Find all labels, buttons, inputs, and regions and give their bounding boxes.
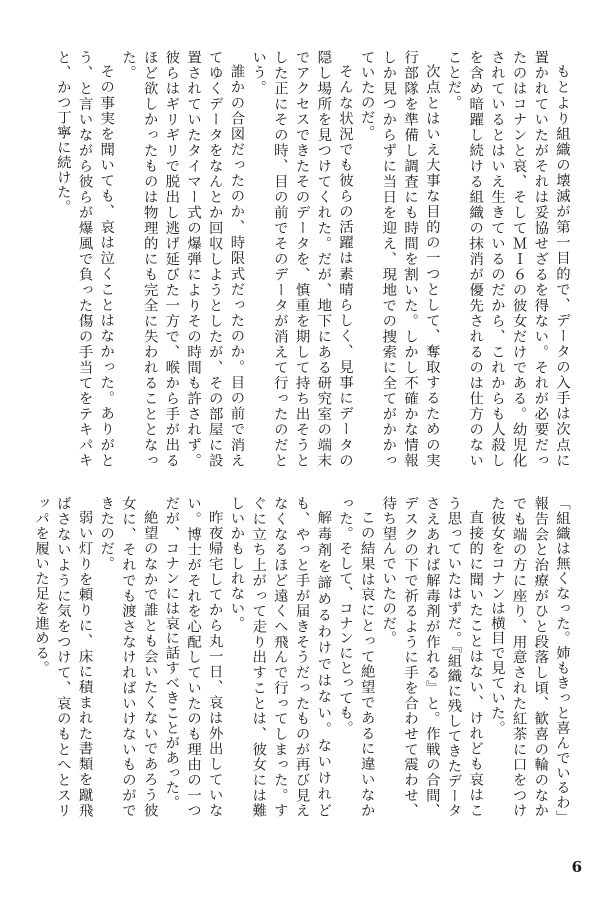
paragraph: この結果は哀にとって絶望であるに違いなかった。そして、コナンにとっても。 [336, 496, 375, 818]
text-block-upper [54, 50, 572, 468]
paragraph: その事実を聞いても、哀は泣くことはなかった。ありがとう、と言いながら彼らが爆風で負った傷の手当てをテキパキと、かつ丁寧に続けた。 [54, 50, 115, 468]
text-block-lower [33, 496, 572, 825]
paragraph: 直接的に聞いたことはない、けれども哀はこう思っていたはずだ。『組織に残してきたデータさえあれば解毒剤が作れる』と。作戦の合間、デスクの下で祈るように手を合わせて震わせ、待ち望んでいたのだ。 [380, 496, 484, 818]
dialogue-line: 「組織は無くなった。姉もきっと喜んでいるわ」 [554, 496, 570, 825]
paragraph: 次点とはいえ大事な目的の一つとして、奪取するための実行部隊を準備し調査にも時間を割いた。しかし不確かな情報しか見つからずに当日を迎え、現地での捜索に全てがかかっていたのだ。 [358, 50, 440, 468]
paragraph: 絶望のなかで誰とも会いたくないであろう彼女に、それでも渡さなければいけないものができたのだ。 [98, 496, 158, 818]
paragraph: 誰かの合図だったのか、時限式だったのか。目の前で消えてゆくデータをなんとか回収しようとしたが、その部屋に設置されていたタイマー式の爆弾によりその時間も許されず。彼らはギリギリで脱出し逃げ延びた一方で、喉から手が出るほど欲しかったものは物理的にも完全に失われることとなった。 [119, 50, 245, 468]
paragraph: 昨夜帰宅してから丸一日、哀は外出していない。博士がそれを心配していたのも理由の一つだが、コナンには哀に話すべきことがあった。 [163, 496, 223, 818]
paragraph: 解毒剤を諦めるわけではない。ないけれども、やっと手が届きそうだったものが再び見えなくなるほど遠くへ飛んで行ってしまった。すぐに立ち上がって走り出すことは、彼女には難しいかもしれない。 [228, 496, 332, 818]
paragraph: もとより組織の壊滅が第一目的で、データの入手は次点に置かれていたがそれは妥協せざるを得ない。それが必要だったのはコナンと哀、そしてＭＩ６の彼女だけである。幼児化されているとはいえ生きているのだから、これからも人殺しを含め暗躍し続ける組織の抹消が優先されるのは仕方のないことだ。 [445, 50, 570, 468]
paragraph: 報告会と治療がひと段落し頃、歓喜の輪のなかでも端の方に座り、用意された紅茶に口をつけた彼女をコナンは横目で見ていた。 [488, 496, 549, 818]
paragraph: 弱い灯りを頼りに、床に積まれた書類を蹴飛ばさないように気をつけて、哀のもとへとスリッパを履いた足を進める。 [33, 496, 93, 818]
paragraph: そんな状況でも彼らの活躍は素晴らしく、見事にデータの隠し場所を見つけてくれた。だが、地下にある研究室の端末でアクセスできたそのデータを、慎重を期して持ち出そうとした正にその時、目の前でそのデータが消えて行ったのだという。 [250, 50, 353, 468]
page-number: 6 [571, 858, 582, 876]
